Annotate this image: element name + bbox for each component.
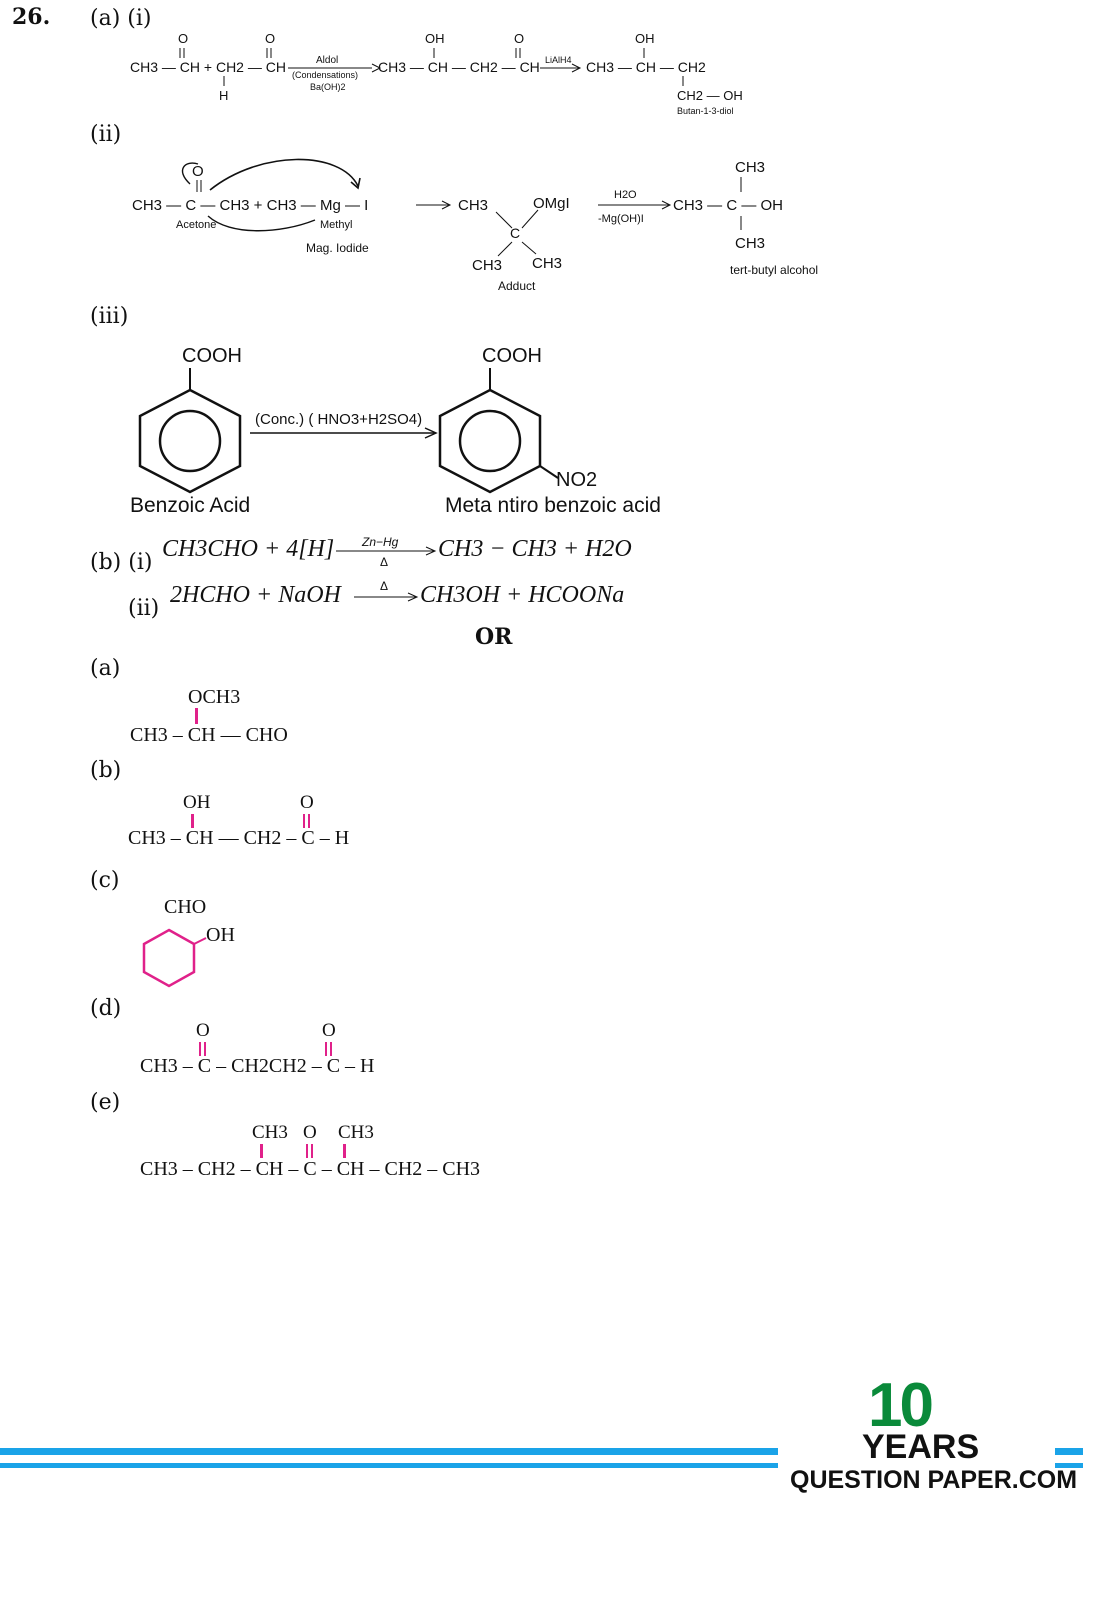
or-e-top3: CH3 xyxy=(338,1122,374,1143)
pink-bond xyxy=(195,708,198,724)
part-a-iii-label: (iii) xyxy=(90,304,129,329)
adduct-ch3-left: CH3 xyxy=(458,197,489,214)
svg-text:Δ: Δ xyxy=(380,555,389,569)
or-heading: OR xyxy=(475,624,513,650)
eq-i-arrow xyxy=(334,532,438,572)
product-oh: OH xyxy=(425,31,445,46)
benzoic-cooh: COOH xyxy=(182,345,242,367)
meta-nitro-label: Meta ntiro benzoic acid xyxy=(445,494,661,517)
final-product-main: CH3 — CH — CH2 xyxy=(586,59,706,75)
footer-bar-right-top xyxy=(1055,1448,1083,1455)
aldol-arrow-mid: (Condensations) xyxy=(292,70,359,80)
benzoic-acid-label: Benzoic Acid xyxy=(130,494,251,517)
eq-ii-arrow xyxy=(352,578,420,608)
mgohi-label: -Mg(OH)I xyxy=(598,213,644,225)
cyclohexane-ring xyxy=(138,916,208,988)
part-a-i-label: (a) (i) xyxy=(90,6,152,31)
mag-iodide-label: Mag. Iodide xyxy=(306,241,369,255)
footer-bar-bottom xyxy=(0,1463,778,1468)
or-c-label: (c) xyxy=(90,868,120,893)
pink-bond xyxy=(343,1144,346,1158)
logo-10: 10 xyxy=(868,1371,931,1440)
or-c-oh: OH xyxy=(206,924,235,946)
part-b-ii-label: (ii) xyxy=(128,596,160,621)
adduct-omgi: OMgI xyxy=(533,195,570,212)
eq-ii-left: 2HCHO + NaOH xyxy=(170,582,341,608)
lialh4-label: LiAlH4 xyxy=(545,55,572,65)
svg-text:O: O xyxy=(265,31,276,46)
product-o: O xyxy=(514,31,525,46)
methyl-label: Methyl xyxy=(320,219,353,231)
adduct-c: C xyxy=(510,225,521,241)
logo-site: QUESTION PAPER.COM xyxy=(790,1466,1078,1494)
or-e-label: (e) xyxy=(90,1090,121,1115)
pink-double-bond xyxy=(199,1042,201,1056)
svg-text:O: O xyxy=(192,163,204,180)
adduct-ch3-a: CH3 xyxy=(472,257,503,274)
aldol-reaction-diagram xyxy=(120,28,800,118)
aldol-arrow-top: Aldol xyxy=(316,55,339,66)
or-a-top: OCH3 xyxy=(188,686,241,708)
aldol-product: CH3 — CH — CH2 — CH xyxy=(378,59,540,75)
product-cooh: COOH xyxy=(482,345,542,367)
or-e-main: CH3 – CH2 – CH – C – CH – CH2 – CH3 xyxy=(140,1158,481,1180)
svg-text:Δ: Δ xyxy=(380,579,389,593)
aldol-arrow-bottom: Ba(OH)2 xyxy=(310,82,346,92)
pink-double-bond xyxy=(306,1144,308,1158)
or-b-oh: OH xyxy=(183,792,211,813)
logo-years: YEARS xyxy=(862,1428,980,1466)
adduct-ch3-b: CH3 xyxy=(532,255,563,272)
or-c-cho: CHO xyxy=(164,896,207,918)
part-b-i-label: (b) (i) xyxy=(90,550,153,575)
or-a-main: CH3 – CH — CHO xyxy=(130,724,288,746)
part-a-ii-label: (ii) xyxy=(90,122,122,147)
eq-i-left: CH3CHO + 4[H] xyxy=(162,536,335,562)
h2o-label: H2O xyxy=(614,189,637,201)
final-product-name: Butan-1-3-diol xyxy=(677,106,734,116)
tba-main: CH3 — C — OH xyxy=(673,197,784,214)
reactant-h: H xyxy=(219,88,229,103)
pink-double-bond xyxy=(325,1042,327,1056)
eq-ii-right: CH3OH + HCOONa xyxy=(420,582,625,608)
reactant-oxygen: O xyxy=(178,31,189,46)
pink-double-bond xyxy=(303,814,305,828)
or-d-label: (d) xyxy=(90,996,122,1021)
final-oh: OH xyxy=(635,31,655,46)
tba-ch3-bottom: CH3 xyxy=(735,235,766,252)
adduct-label: Adduct xyxy=(498,279,536,293)
or-b-main: CH3 – CH — CH2 – C – H xyxy=(128,827,350,849)
aldol-reactants: CH3 — CH + CH2 — CH xyxy=(130,59,286,75)
nitration-diagram xyxy=(120,338,720,528)
product-no2: NO2 xyxy=(556,469,598,491)
pink-bond xyxy=(260,1144,263,1158)
pink-bond xyxy=(191,814,194,828)
tba-name: tert-butyl alcohol xyxy=(730,263,819,277)
or-d-o1: O xyxy=(196,1020,210,1041)
or-d-main: CH3 – C – CH2CH2 – C – H xyxy=(140,1055,375,1077)
tba-ch3-top: CH3 xyxy=(735,159,766,176)
eq-i-right: CH3 − CH3 + H2O xyxy=(438,536,632,562)
nitration-reagents: (Conc.) ( HNO3+H2SO4) xyxy=(255,411,423,428)
grignard-reaction-diagram xyxy=(120,150,840,300)
or-e-top2: O xyxy=(303,1122,317,1143)
footer-bar-top xyxy=(0,1448,778,1455)
or-e-top1: CH3 xyxy=(252,1122,288,1143)
question-number: 26. xyxy=(12,4,51,30)
or-d-o2: O xyxy=(322,1020,336,1041)
acetone-label: Acetone xyxy=(176,219,217,231)
final-product-branch: CH2 — OH xyxy=(677,88,743,103)
or-b-o: O xyxy=(300,792,314,813)
svg-text:Zn−Hg: Zn−Hg xyxy=(362,535,399,549)
grignard-reactants: CH3 — C — CH3 + CH3 — Mg — I xyxy=(132,197,369,214)
or-a-label: (a) xyxy=(90,656,121,681)
or-b-label: (b) xyxy=(90,758,122,783)
